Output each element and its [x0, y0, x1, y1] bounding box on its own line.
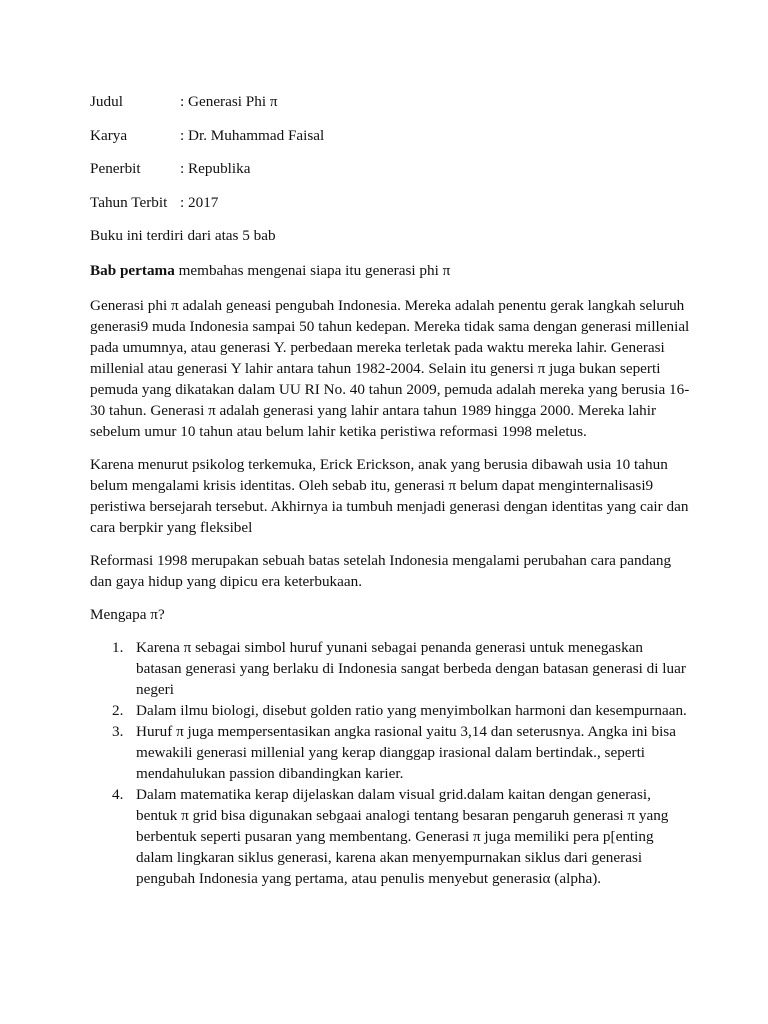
meta-key: Penerbit — [90, 160, 141, 177]
bab-pertama-rest: membahas mengenai siapa itu generasi phi π — [174, 262, 451, 279]
list-item — [90, 784, 690, 889]
list-item-text: Huruf π juga mempersentasikan angka rasional yaitu 3,14 dan seterusnya. Angka ini bisa mewakili generasi millenial yang kerap dianggap irasional dalam bertindak., seperti mendahulukan passion dibandingkan karier. — [136, 723, 676, 782]
meta-key: Judul — [90, 93, 123, 110]
paragraph-1: Generasi phi π adalah geneasi pengubah Indonesia. Mereka adalah penentu gerak langkah seluruh generasi9 muda Indonesia sampai 50 tahun kedepan. Mereka tidak sama dengan generasi millenial pada umumnya, atau generasi Y. perbedaan mereka terletak pada waktu mereka lahir. Generasi millenial atau generasi Y lahir antara tahun 1982-2004. Selain itu genersi π juga bukan seperti pemuda yang dikatakan dalam UU RI No. 40 tahun 2009, pemuda adalah mereka yang berusia 16-30 tahun. Generasi π adalah generasi yang lahir antara tahun 1989 hingga 2000. Mereka lahir sebelum umur 10 tahun atau belum lahir ketika peristiwa reformasi 1998 meletus. — [90, 297, 690, 440]
meta-row-year — [90, 193, 690, 227]
list-item-text: Dalam ilmu biologi, disebut golden ratio yang menyimbolkan harmoni dan kesempurnaan. — [136, 702, 687, 719]
list-item — [90, 700, 690, 721]
paragraph-2: Karena menurut psikolog terkemuka, Erick Erickson, anak yang berusia dibawah usia 10 tahun belum mengalami krisis identitas. Oleh sebab itu, generasi π belum dapat menginternalisasi9 peristiwa bersejarah tersebut. Akhirnya ia tumbuh menjadi generasi dengan identitas yang cair dan cara berpkir yang fleksibel — [90, 456, 689, 536]
meta-value: : 2017 — [180, 193, 219, 211]
meta-value: : Dr. Muhammad Faisal — [180, 126, 325, 144]
meta-key: Tahun Terbit — [90, 193, 168, 211]
list-item-text: Dalam matematika kerap dijelaskan dalam visual grid.dalam kaitan dengan generasi, bentuk π grid bisa digunakan sebgaai analogi tentang besaran pengaruh generasi π yang berbentuk seperti pusaran yang membentang. Generasi π juga memiliki pera p[enting dalam lingkaran siklus generasi, karena akan menyempurnakan siklus dari generasi pengubah Indonesia yang pertama, atau penulis menyebut generasiα (alpha). — [136, 786, 669, 887]
bab-pertama-heading — [90, 260, 690, 281]
meta-row-author — [90, 126, 690, 160]
list-item-text: Karena π sebagai simbol huruf yunani sebagai penanda generasi untuk menegaskan batasan generasi yang berlaku di Indonesia sangat berbeda dengan batasan generasi di luar negeri — [136, 639, 686, 698]
question-heading: Mengapa π? — [90, 606, 165, 623]
meta-value: : Republika — [180, 160, 251, 177]
meta-key: Karya — [90, 126, 128, 144]
book-metadata — [90, 92, 690, 226]
list-number: 3. — [112, 723, 124, 740]
intro-text: Buku ini terdiri dari atas 5 bab — [90, 227, 276, 244]
list-number: 1. — [112, 639, 124, 656]
bab-pertama-bold: Bab pertama — [90, 262, 175, 279]
document-page — [90, 92, 690, 889]
list-number: 2. — [112, 702, 124, 719]
reasons-list — [90, 637, 690, 889]
meta-value: : Generasi Phi π — [180, 93, 278, 110]
list-number: 4. — [112, 786, 124, 803]
meta-row-title — [90, 92, 690, 126]
list-item — [90, 637, 690, 700]
paragraph-3: Reformasi 1998 merupakan sebuah batas setelah Indonesia mengalami perubahan cara pandang dan gaya hidup yang dipicu era keterbukaan. — [90, 552, 672, 590]
list-item — [90, 721, 690, 784]
meta-row-publisher — [90, 159, 690, 193]
